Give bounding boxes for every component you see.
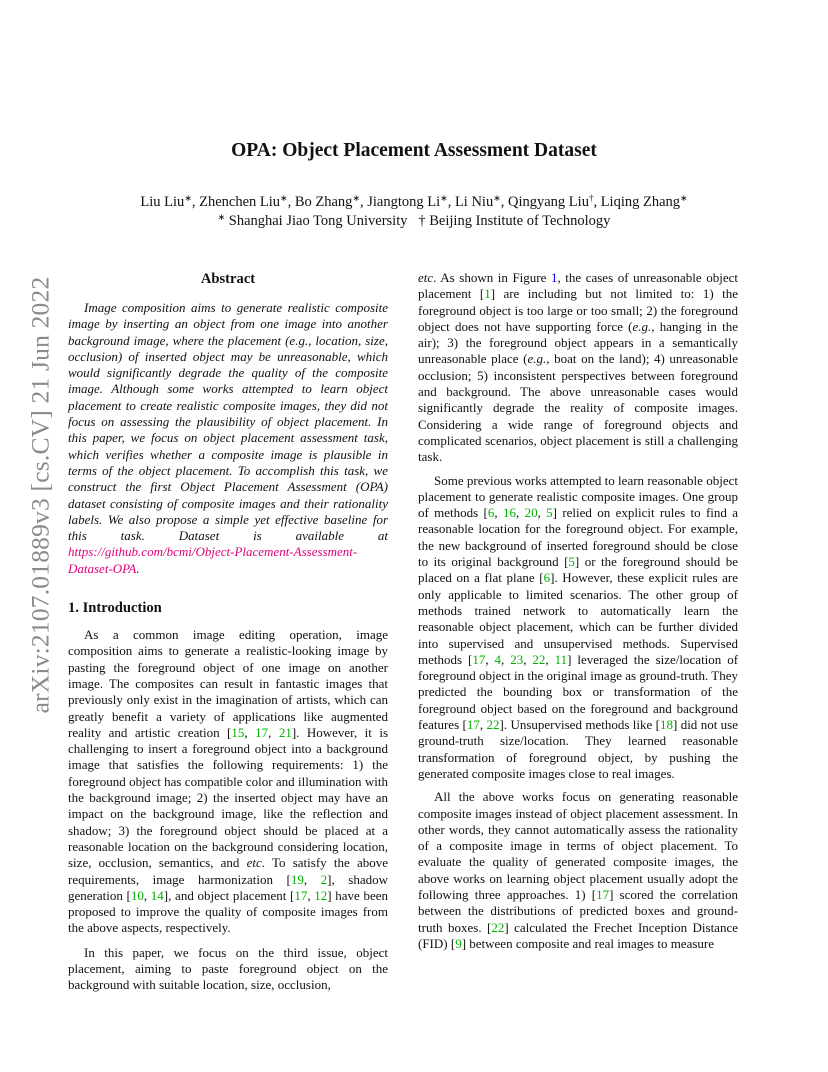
citation-link[interactable]: 21	[278, 724, 292, 740]
intro-paragraph-4: All the above works focus on generating reasonable composite images instead of object placement assessment. In other words, they cannot automatically assess the rationality of a composite image in terms of object placement. To evaluate the quality of generated composite images, the above works on learning object placement usually adopt the following three approaches. 1) [17] scored the correlation between the distributions of predicted boxes and ground-truth boxes. [22] calculated the Frechet Inception Distance (FID) [9] between composite and real images to measure	[418, 789, 738, 951]
paper-title: OPA: Object Placement Assessment Dataset	[231, 140, 597, 161]
citation-link[interactable]: 17	[466, 717, 480, 733]
citation-link[interactable]: 5	[568, 554, 575, 570]
author: Liu Liu	[140, 194, 185, 210]
citation-link[interactable]: 11	[554, 651, 568, 667]
author: Zhenchen Liu	[199, 194, 281, 210]
citation-link[interactable]: 10	[130, 887, 144, 903]
citation-link[interactable]: 17	[294, 887, 308, 903]
section-heading-introduction: 1. Introduction	[68, 600, 162, 617]
author: Bo Zhang	[294, 194, 353, 210]
author-line: Liu Liu∗, Zhenchen Liu∗, Bo Zhang∗, Jiangtong Li∗, Li Niu∗, Qingyang Liu†, Liqing Zhang∗	[140, 193, 688, 210]
affiliation: Shanghai Jiao Tong University	[228, 213, 408, 229]
citation-link[interactable]: 22	[491, 919, 505, 935]
arxiv-stamp-text: arXiv:2107.01889v3 [cs.CV] 21 Jun 2022	[25, 276, 55, 714]
citation-link[interactable]: 16	[502, 505, 516, 521]
citation-link[interactable]: 6	[543, 570, 551, 586]
citation-link[interactable]: 22	[486, 717, 500, 733]
citation-link[interactable]: 19	[290, 871, 304, 887]
citation-link[interactable]: 15	[231, 724, 245, 740]
author: Li Niu	[454, 194, 494, 210]
citation-link[interactable]: 17	[255, 724, 269, 740]
citation-link[interactable]: 4	[494, 651, 501, 667]
citation-link[interactable]: 22	[532, 651, 546, 667]
citation-link[interactable]: 5	[546, 505, 553, 521]
author: Liqing Zhang	[600, 194, 681, 210]
dataset-link[interactable]: https://github.com/bcmi/Object-Placement-Assessment-Dataset-OPA	[68, 544, 358, 576]
intro-paragraph-1: As a common image editing operation, image composition aims to generate a realistic-looking image by pasting the foreground object of one image on another image. The composites can result in fantastic images that previously only exist in the imagination of artists, which can greatly benefit a variety of applications like augmented reality and artistic creation [15, 17, 21]. However, it is challenging to insert a foreground object into a background image that satisfies the following requirements: 1) the foreground object has compatible color and illumination with the background image; 2) the inserted object may have an impact on the background image, like the reflection and shadow; 3) the foreground object should be placed at a reasonable location on the background considering location, size, occlusion, semantics, and etc. To satisfy the above requirements, image harmonization [19, 2], shadow generation [10, 14], and object placement [17, 12] have been proposed to improve the quality of composite images from the above aspects, respectively.	[68, 627, 389, 936]
figure-reference-link[interactable]: 1	[550, 270, 558, 285]
citation-link[interactable]: 20	[524, 505, 538, 521]
abstract-text: Image composition aims to generate realistic composite image by inserting an object from one image into another background image, where the placement (e.g., location, size, occlusion) of inserted object may be unreasonable, which would significantly degrade the quality of the composite image. Although some works attempted to learn object placement to create realistic composite images, they did not focus on assessing the plausibility of object placement. In this paper, we focus on object placement assessment task, which verifies whether a composite image is plausible in terms of the object placement. To accomplish this task, we construct the first Object Placement Assessment (OPA) dataset consisting of composite images and their rationality labels. We also propose a simple yet effective baseline for this task. Dataset is available at https://github.com/bcmi/Object-Placement-Assessment-Dataset-OPA.	[68, 300, 388, 576]
citation-link[interactable]: 23	[510, 651, 524, 667]
citation-link[interactable]: 6	[487, 505, 495, 521]
citation-link[interactable]: 1	[484, 286, 491, 302]
citation-link[interactable]: 14	[150, 887, 164, 903]
author: Jiangtong Li	[367, 194, 441, 210]
author-block	[0, 193, 828, 231]
intro-paragraph-2-start: In this paper, we focus on the third issue, object placement, aiming to paste foreground object on the background with suitable location, size, occlusion,	[68, 944, 388, 993]
affiliation-line: ∗ Shanghai Jiao Tong University † Beijing Institute of Technology	[217, 212, 611, 229]
citation-link[interactable]: 9	[455, 935, 462, 951]
right-column	[418, 270, 738, 959]
citation-link[interactable]: 17	[472, 651, 486, 667]
citation-link[interactable]: 18	[659, 717, 673, 733]
left-column	[68, 270, 388, 1002]
intro-paragraph-2-continued: etc. As shown in Figure 1, the cases of unreasonable object placement [1] are including but not limited to: 1) the foreground object is too large or too small; 2) the foreground object does not have supporting force (e.g., hanging in the air); 3) the foreground object appears in a semantically unreasonable place (e.g., boat on the land); 4) unreasonable occlusion; 5) inconsistent perspectives between foreground and background. The above unreasonable cases would significantly degrade the reality of composite images. Considering a wide range of foreground objects and complicated scenarios, object placement is still a challenging task.	[418, 270, 738, 465]
citation-link[interactable]: 12	[314, 887, 328, 903]
abstract-heading: Abstract	[200, 271, 256, 287]
author: Qingyang Liu	[508, 194, 589, 210]
affiliation: Beijing Institute of Technology	[429, 213, 611, 229]
arxiv-stamp	[24, 276, 56, 714]
intro-paragraph-3: Some previous works attempted to learn reasonable object placement to generate realistic composite images. One group of methods [6, 16, 20, 5] relied on explicit rules to find a reasonable location for the foreground object. For example, the new background of inserted foreground should be close to its original background [5] or the foreground should be placed on a flat plane [6]. However, these explicit rules are only applicable to limited scenarios. The other group of methods trained network to automatically learn the reasonable object placement, which can be further divided into supervised and unsupervised methods. Supervised methods [17, 4, 23, 22, 11] leveraged the size/location of foreground object in the original image as ground-truth. They predicted the bounding box or transformation of the foreground object based on the foreground and background features [17, 22]. Unsupervised methods like [18] did not use ground-truth size/location. They learned reasonable transformation of foreground object, by pushing the generated composite images close to real images.	[418, 472, 739, 781]
citation-link[interactable]: 17	[596, 886, 610, 902]
citation-link[interactable]: 2	[320, 871, 328, 887]
